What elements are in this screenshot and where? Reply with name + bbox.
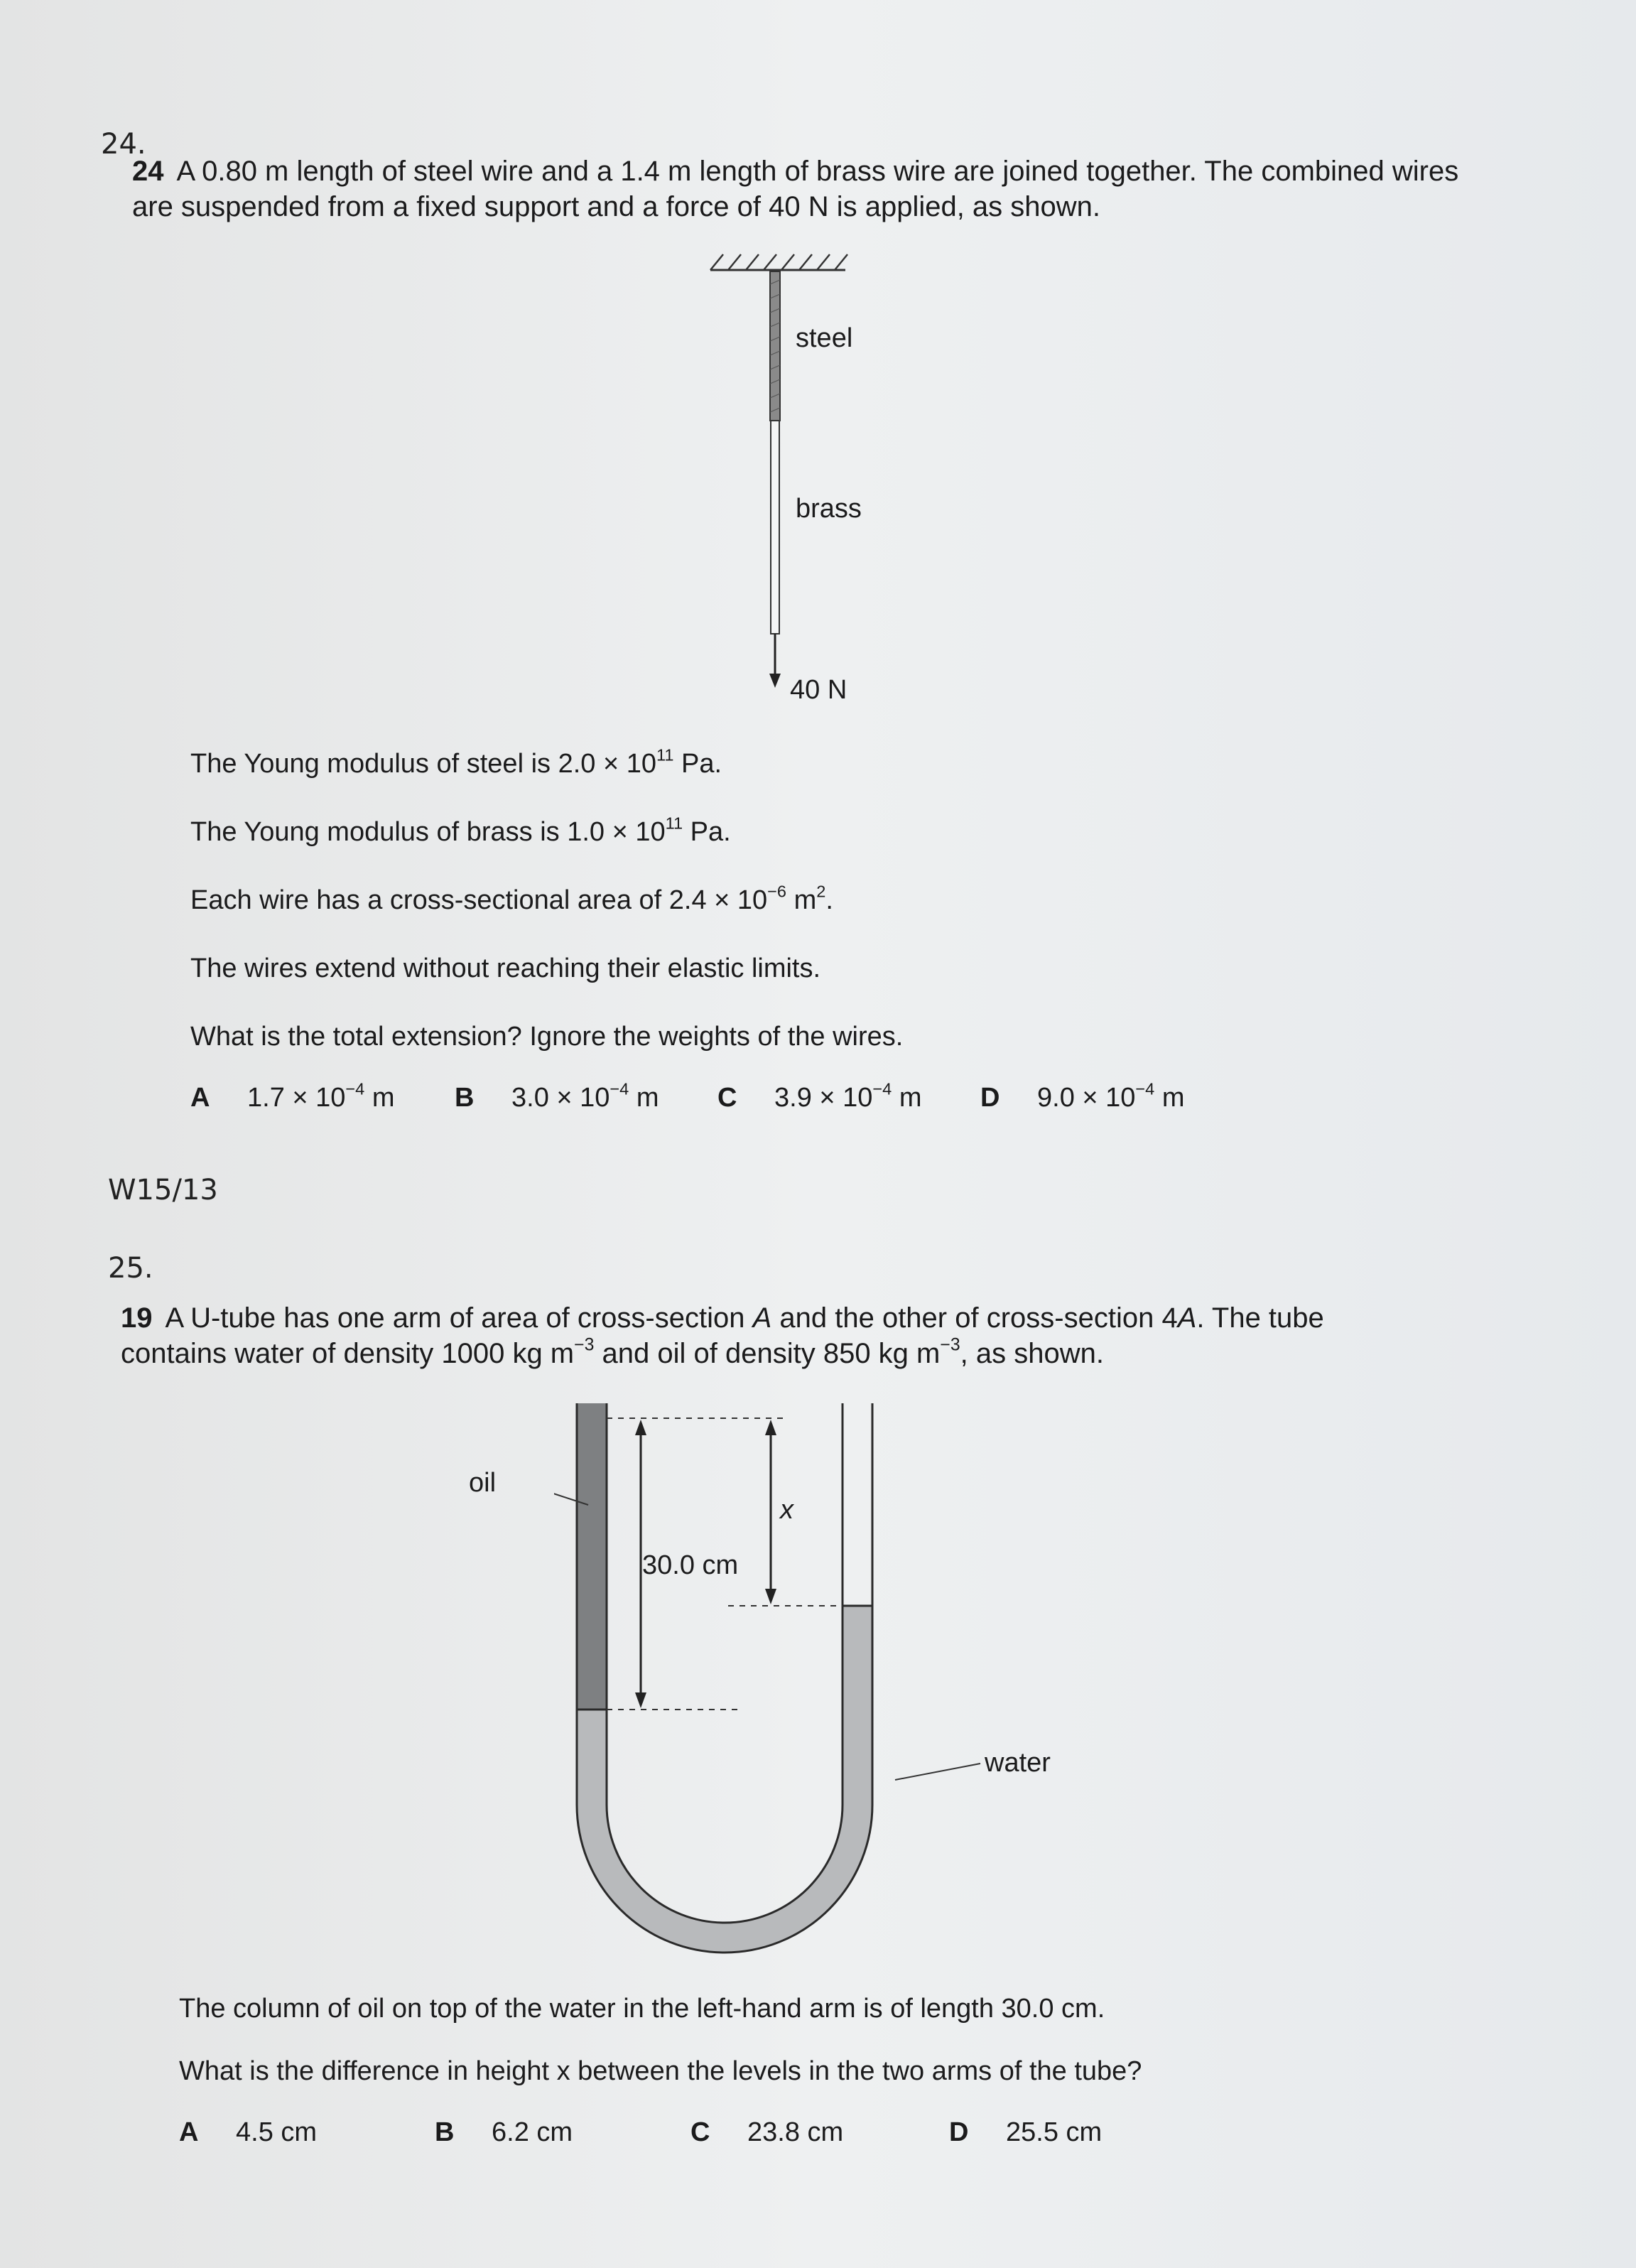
source-reference: W15/13 [108,1174,218,1206]
question-24-prompt: What is the total extension? Ignore the weights of the wires. [190,1022,904,1052]
steel-wire [770,271,780,421]
question-24-stem [132,153,1468,225]
force-arrow [769,634,781,688]
wire-diagram [696,249,881,718]
q25-option-c[interactable]: C 23.8 cm [690,2117,844,2147]
oil-label: oil [469,1468,497,1498]
oil-column [577,1403,607,1710]
q25-option-a[interactable]: A 4.5 cm [179,2117,318,2147]
question-24-stem-number: 24 [132,156,164,187]
u-tube-diagram [554,1393,1108,1975]
question-number-25: 25. [108,1252,153,1285]
fixed-support [710,254,847,270]
q25-option-d[interactable]: D 25.5 cm [949,2117,1103,2147]
u-tube-inner-wall [607,1403,843,1923]
question-25-prompt: What is the difference in height x between the levels in the two arms of the tube? [179,2056,1142,2086]
q24-option-a[interactable]: A $1.7 \times 10^{-4}$ m [190,1079,395,1113]
water-leader-line [895,1764,980,1780]
cross-sectional-area: Each wire has a cross-sectional area of $2.4 \times 10^{-6}$ $m^2$. [190,882,833,915]
force-label: 40 N [790,675,847,705]
elastic-limit-note: The wires extend without reaching their elastic limits. [190,954,821,983]
question-25-stem-number: 19 [121,1302,153,1334]
brass-label: brass [796,494,862,524]
oil-column-note: The column of oil on top of the water in the left-hand arm is of length 30.0 cm. [179,1994,1105,2024]
young-modulus-brass: The Young modulus of brass is $1.0 \times 10^{11}$ Pa. [190,814,731,847]
height-difference-arrow [765,1420,776,1604]
x-label: x [780,1495,793,1525]
brass-wire [771,421,779,634]
water-label: water [985,1748,1051,1778]
question-25-stem: 19 A U-tube has one arm of area of cross-section A and the other of cross-section 4A. The tube contains water of density 1000 kg $m^{-3}$ and oil of density 850 kg $m^{-3}$, as shown. [121,1302,1324,1369]
question-24-stem-text: A 0.80 m length of steel wire and a 1.4 m length of brass wire are joined together. The combined wires are suspended from a fixed support and a force of 40 N is applied, as shown. [132,156,1459,222]
q24-option-c[interactable]: C $3.9 \times 10^{-4}$ m [717,1079,922,1113]
question-number-24: 24. [101,128,146,161]
water-region [577,1606,872,1953]
young-modulus-steel: The Young modulus of steel is $2.0 \times 10^{11}$ Pa. [190,745,722,779]
q24-option-b[interactable]: B $3.0 \times 10^{-4}$ m [455,1079,659,1113]
oil-length-label: 30.0 cm [642,1550,739,1580]
q24-option-d[interactable]: D $9.0 \times 10^{-4}$ m [980,1079,1185,1113]
q25-option-b[interactable]: B 6.2 cm [435,2117,573,2147]
steel-label: steel [796,323,853,353]
